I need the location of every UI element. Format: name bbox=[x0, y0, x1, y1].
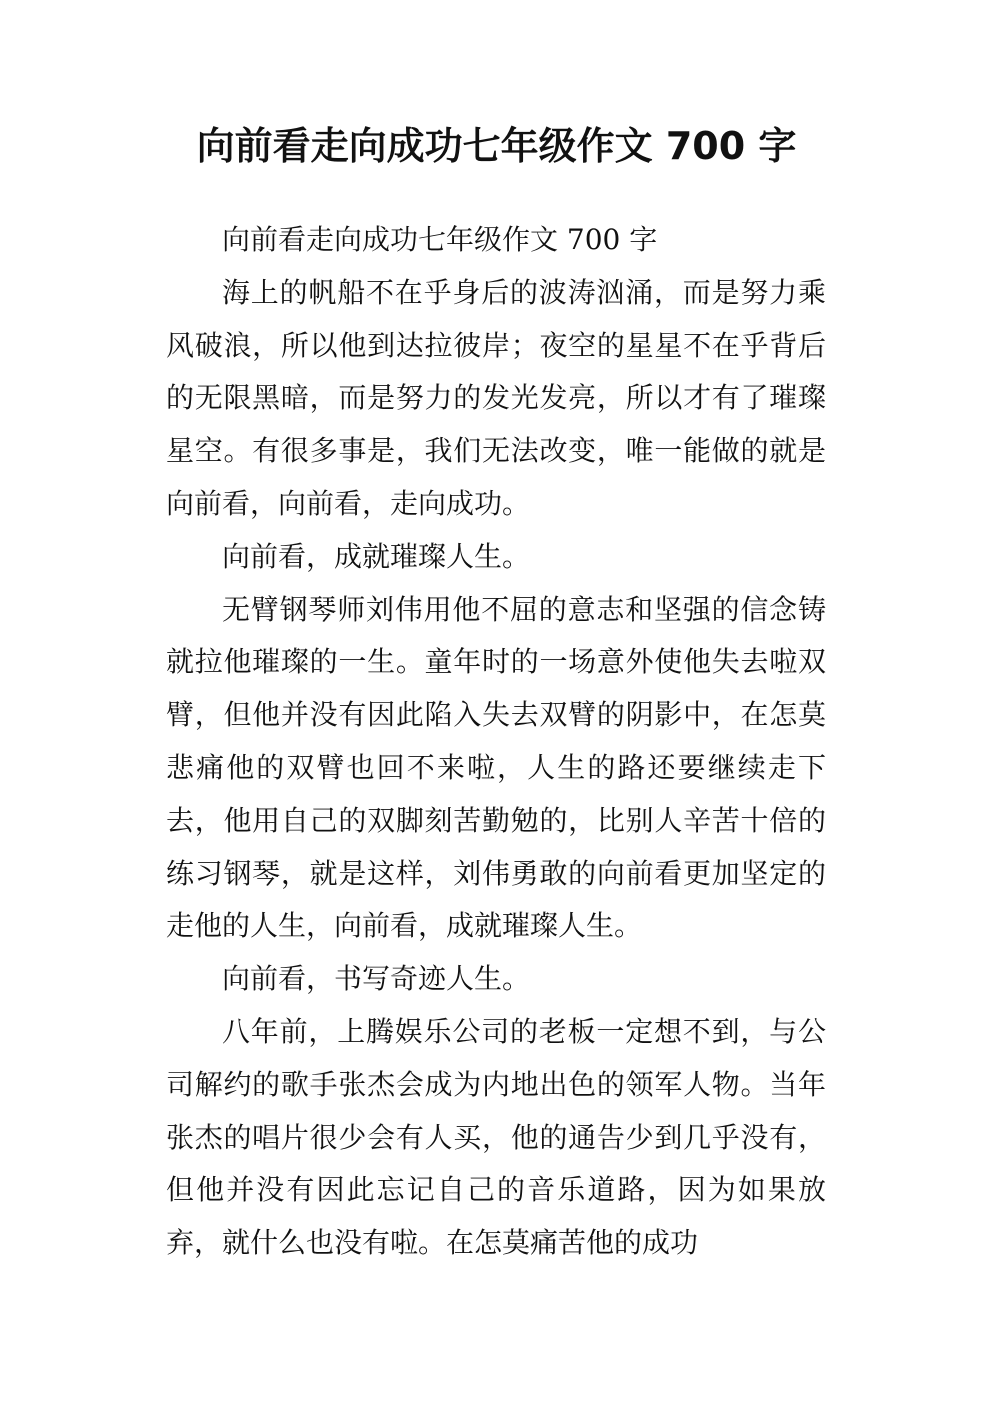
paragraph-heading-1: 向前看，成就璀璨人生。 bbox=[222, 539, 531, 573]
paragraph-subtitle: 向前看走向成功七年级作文 700 字 bbox=[222, 223, 658, 256]
paragraph-heading-2: 向前看，书写奇迹人生。 bbox=[222, 962, 531, 996]
paragraph-intro: 海上的帆船不在乎身后的波涛汹涌，而是努力乘风破浪，所以他到达拉彼岸；夜空的星星不在乎背后的无限黑暗，而是努力的发光发亮，所以才有了璀璨星空。有很多事是，我们无法改变，唯一能做的就是向前看，向前看，走向成功。 bbox=[166, 275, 826, 520]
document-body bbox=[166, 214, 826, 1270]
paragraph-zhangjie: 八年前，上腾娱乐公司的老板一定想不到，与公司解约的歌手张杰会成为内地出色的领军人物。当年张杰的唱片很少会有人买，他的通告少到几乎没有，但他并没有因此忘记自己的音乐道路，因为如果放弃，就什么也没有啦。在怎莫痛苦他的成功 bbox=[166, 1014, 826, 1260]
document-title: 向前看走向成功七年级作文 700 字 bbox=[196, 124, 797, 168]
paragraph-liuwei: 无臂钢琴师刘伟用他不屈的意志和坚强的信念铸就拉他璀璨的一生。童年时的一场意外使他失去啦双臂，但他并没有因此陷入失去双臂的阴影中，在怎莫悲痛他的双臂也回不来啦，人生的路还要继续走下去，他用自己的双脚刻苦勤勉的，比别人辛苦十倍的练习钢琴，就是这样，刘伟勇敢的向前看更加坚定的走他的人生，向前看，成就璀璨人生。 bbox=[166, 592, 826, 943]
